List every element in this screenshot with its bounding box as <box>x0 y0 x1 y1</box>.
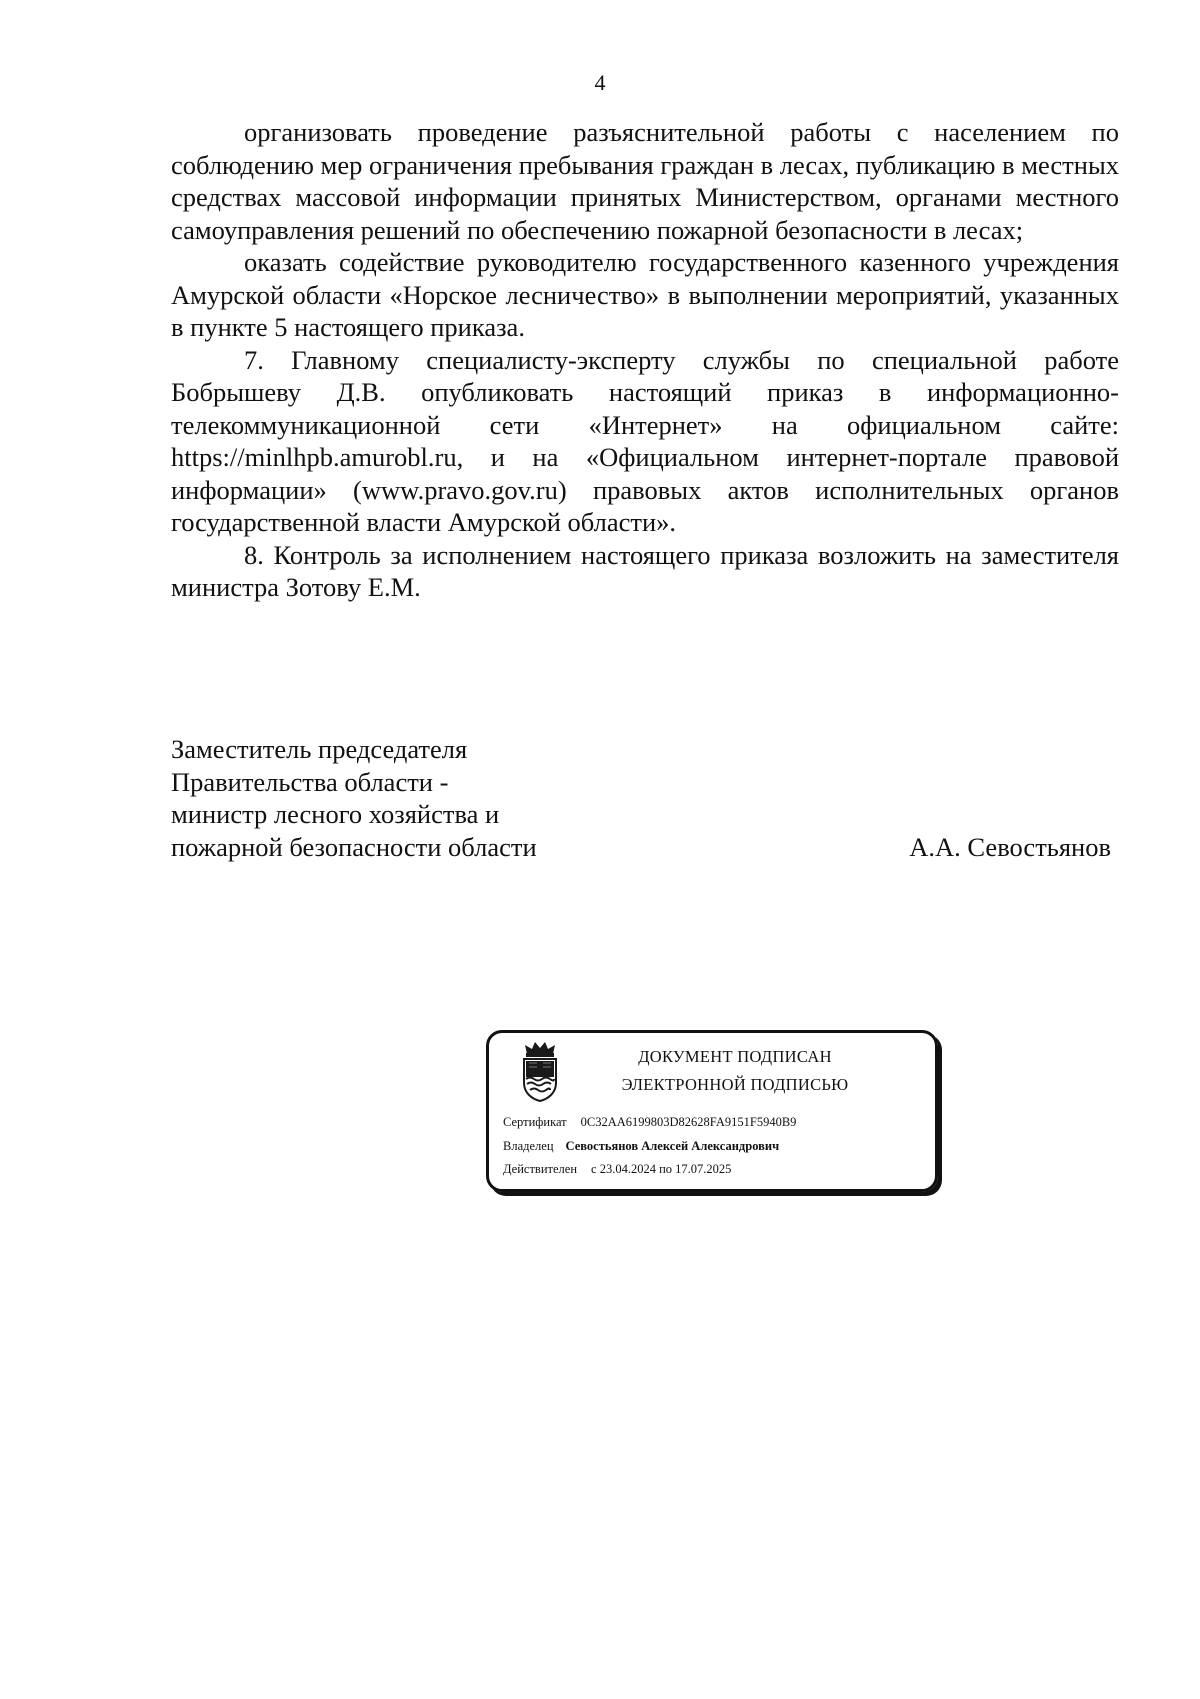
stamp-title <box>585 1043 885 1099</box>
electronic-signature-stamp <box>486 1030 938 1192</box>
certificate-label: Сертификат <box>503 1115 567 1129</box>
signature-block <box>171 733 1119 863</box>
stamp-title-line: ДОКУМЕНТ ПОДПИСАН <box>638 1047 832 1066</box>
page-number: 4 <box>594 70 606 95</box>
signatory-position-line: пожарной безопасности области <box>171 831 537 862</box>
stamp-title-line: ЭЛЕКТРОННОЙ ПОДПИСЬЮ <box>621 1075 849 1094</box>
document-body <box>171 116 1119 604</box>
stamp-certificate-row <box>503 1115 796 1130</box>
paragraph-item-8-control: 8. Контроль за исполнением настоящего приказа возложить на заместителя министра Зотову Е.М. <box>171 539 1119 602</box>
paragraph-item-7-publication: 7. Главному специалисту-эксперту службы по специальной работе Бобрышеву Д.В. опубликовать настоящий приказ в информационно-телекоммуникационной сети «Интернет» на официальном сайте: https://minlhpb.amurobl.ru, и на «Официальном интернет-портале правовой информации» (www.pravo.gov.ru) правовых актов исполнительных органов государственной власти Амурской области». <box>171 344 1119 537</box>
validity-label: Действителен <box>503 1162 578 1176</box>
certificate-value: 0C32AA6199803D82628FA9151F5940B9 <box>580 1115 797 1129</box>
owner-label: Владелец <box>503 1139 554 1153</box>
signatory-name: А.А. Севостьянов <box>909 831 1111 862</box>
stamp-validity-row <box>503 1162 731 1177</box>
signatory-position-line: министр лесного хозяйства и <box>171 799 500 829</box>
paragraph-explanatory-work: организовать проведение разъяснительной работы с населением по соблюдению мер ограничения пребывания граждан в лесах, публикацию в местных средствах массовой информации принятых Министерством, органами местного самоуправления решений по обеспечению пожарной безопасности в лесах; <box>171 117 1119 245</box>
coat-of-arms-icon <box>515 1039 565 1103</box>
signatory-position-line: Правительства области - <box>171 766 449 797</box>
owner-value: Севостьянов Алексей Александрович <box>565 1139 780 1153</box>
signatory-position-line: Заместитель председателя <box>171 734 468 764</box>
stamp-owner-row <box>503 1139 779 1154</box>
validity-value: с 23.04.2024 по 17.07.2025 <box>591 1162 732 1176</box>
paragraph-assistance: оказать содействие руководителю государственного казенного учреждения Амурской области «Норское лесничество» в выполнении мероприятий, указанных в пункте 5 настоящего приказа. <box>171 247 1119 342</box>
